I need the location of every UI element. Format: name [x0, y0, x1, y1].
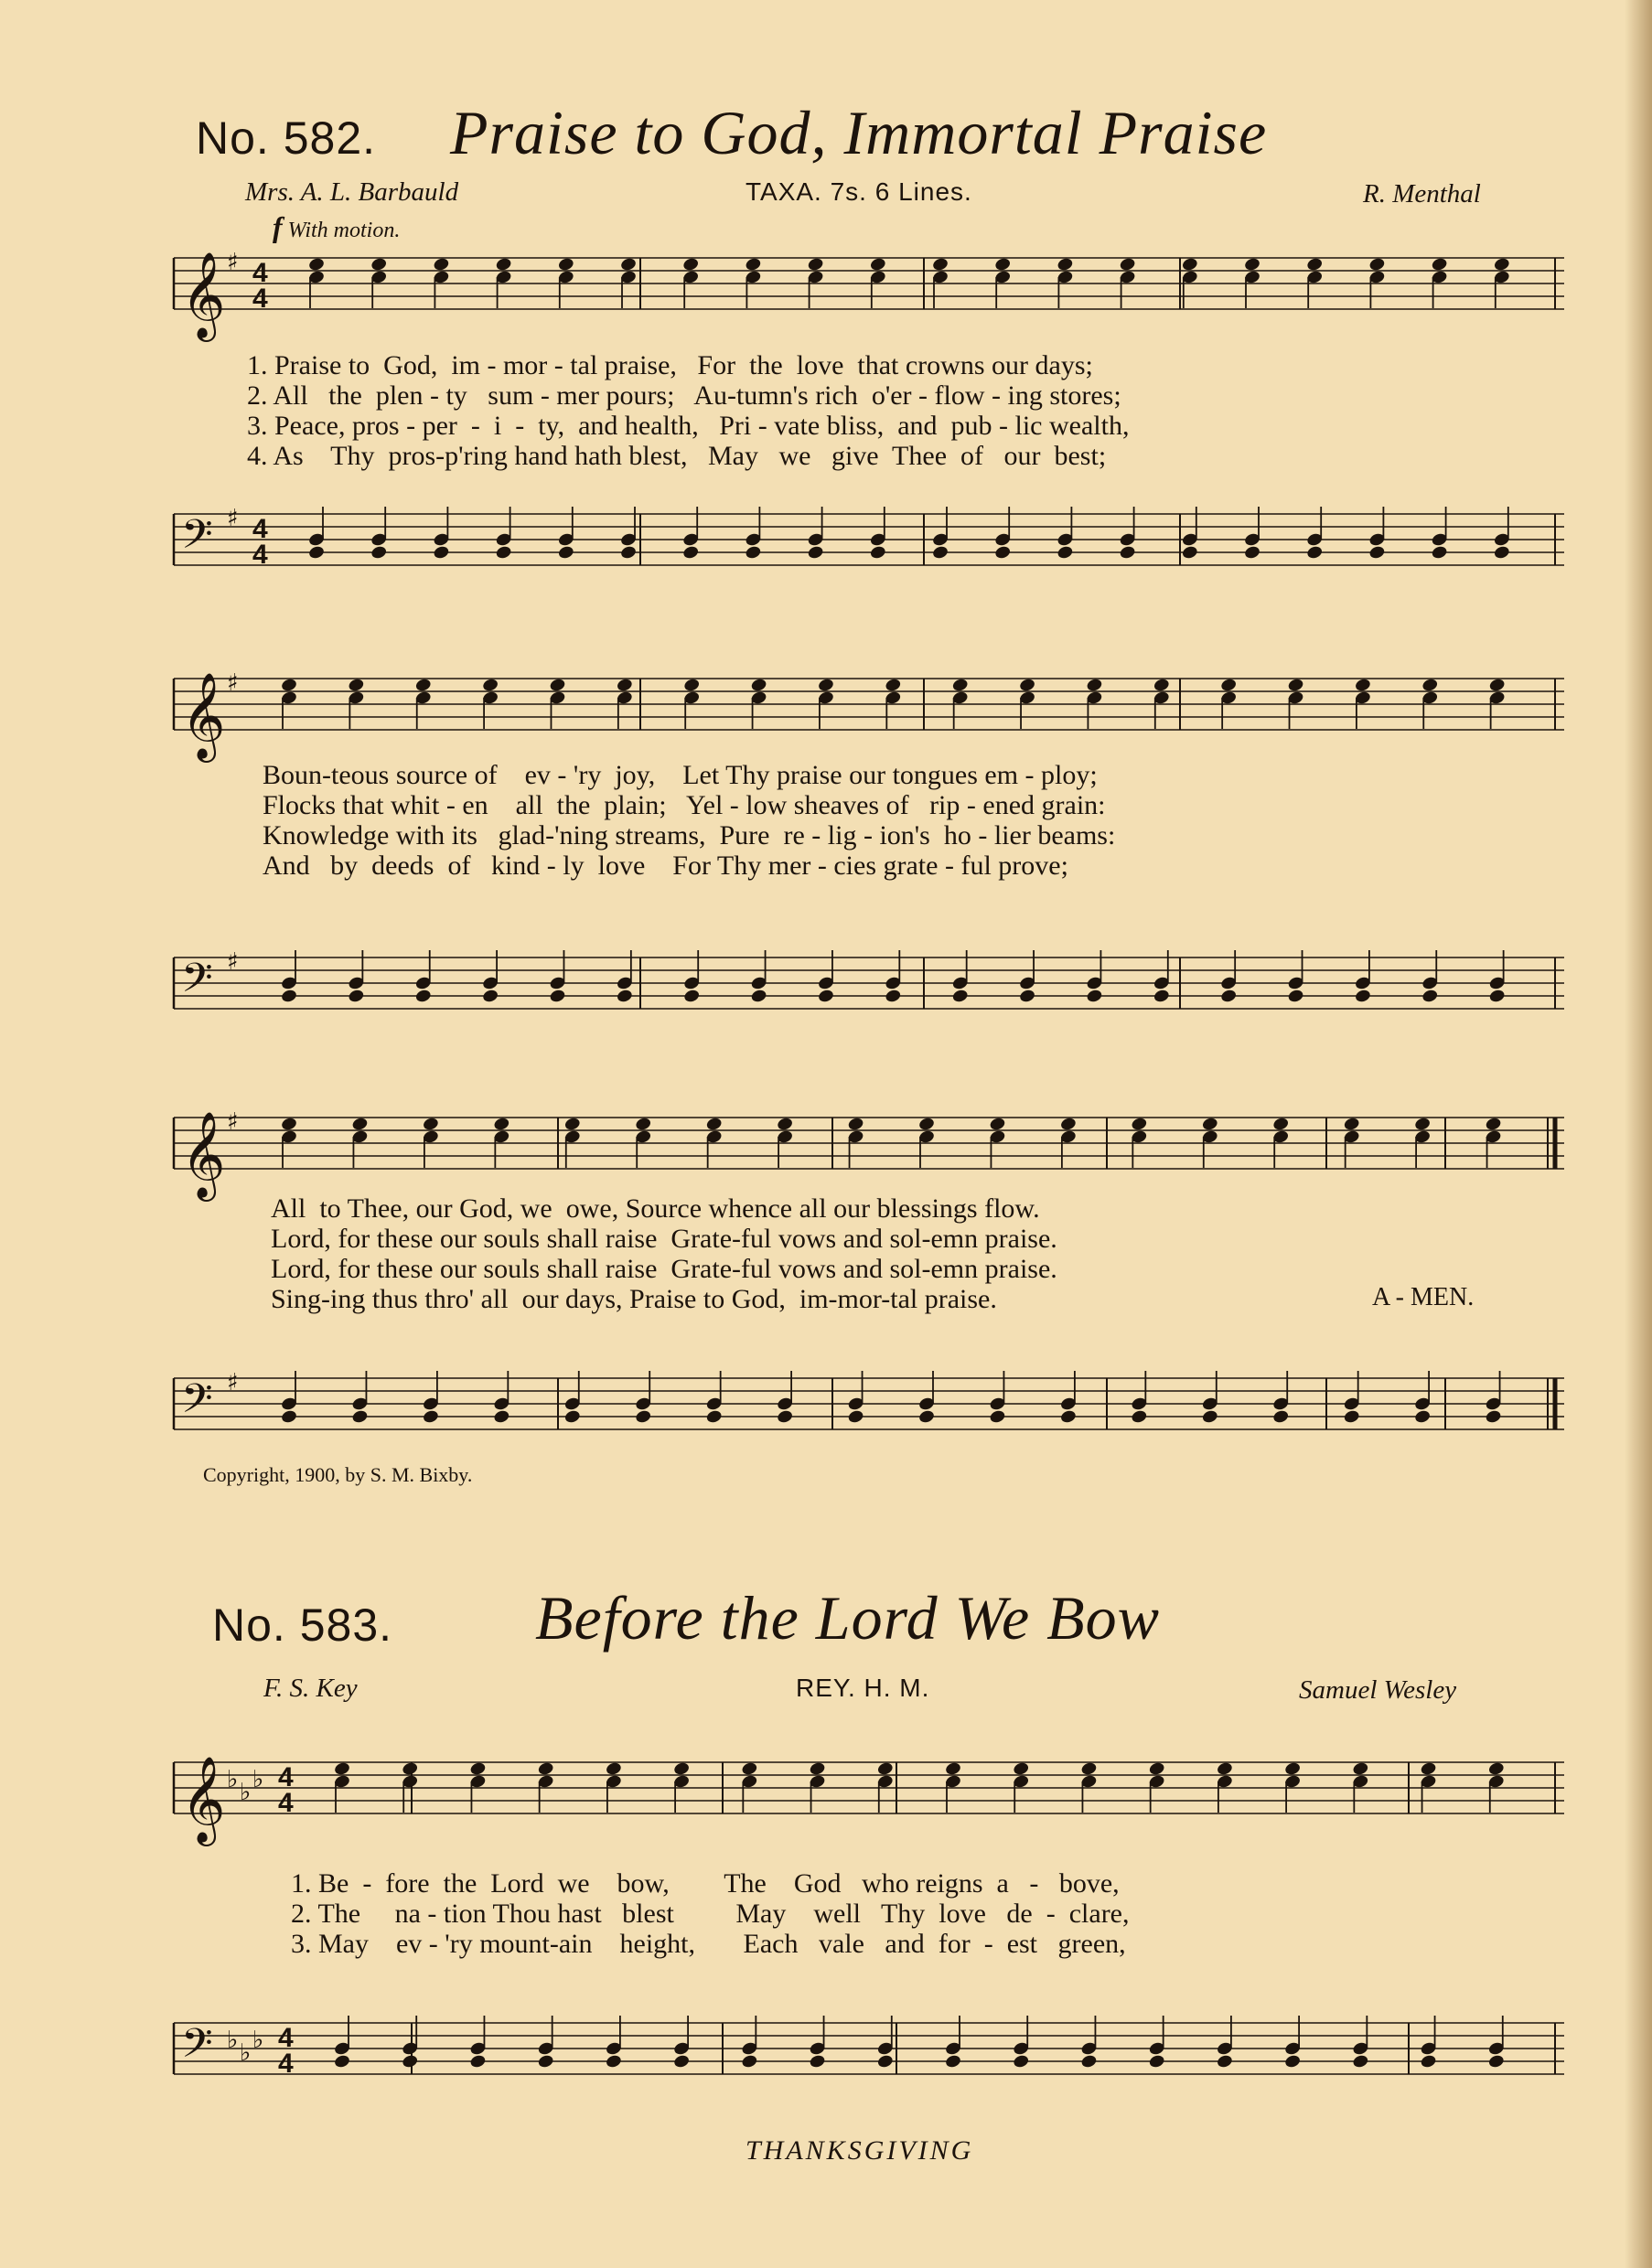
note-head	[1287, 989, 1304, 1004]
flat-icon: ♭	[240, 1779, 252, 1806]
note-head	[1306, 545, 1324, 561]
copyright-notice: Copyright, 1900, by S. M. Bixby.	[203, 1463, 473, 1486]
note-head	[1201, 1409, 1218, 1425]
time-signature-bottom: 4	[252, 540, 268, 570]
note-head	[469, 1761, 487, 1777]
lyrics-582-row3	[271, 1193, 1057, 1314]
note-head	[482, 678, 499, 693]
note-head	[351, 1117, 369, 1132]
note-head	[1488, 989, 1506, 1004]
note-head	[422, 1117, 439, 1132]
note-head	[635, 1409, 652, 1425]
lyric-line: And by deeds of kind - ly love For Thy mer - cies grate - ful prove;	[263, 850, 1068, 881]
note-head	[495, 257, 512, 273]
note-head	[1493, 545, 1510, 561]
direction-text: With motion.	[287, 219, 401, 242]
staff-583-system1-bass	[174, 2012, 1582, 2085]
note-head	[741, 1761, 758, 1777]
note-head	[482, 989, 499, 1004]
note-head	[493, 1117, 510, 1132]
sharp-icon: ♯	[227, 1369, 239, 1396]
note-head	[809, 2054, 826, 2070]
note-head	[1181, 545, 1198, 561]
note-head	[1368, 257, 1386, 273]
note-head	[1272, 1409, 1290, 1425]
note-head	[1119, 545, 1136, 561]
note-head	[989, 1409, 1006, 1425]
hymn-583-tune: REY. H. M.	[796, 1674, 930, 1702]
lyric-line: 3. Peace, pros - per - i - ty, and health, Pri - vate bliss, and pub - lic wealth,	[247, 411, 1130, 441]
note-head	[537, 2054, 554, 2070]
note-head	[493, 1409, 510, 1425]
note-head	[807, 257, 824, 273]
note-head	[1421, 678, 1439, 693]
note-head	[1431, 545, 1448, 561]
lyrics-582-row1	[247, 350, 1129, 471]
note-head	[1119, 257, 1136, 273]
time-signature-top: 4	[278, 2023, 294, 2053]
note-head	[1243, 545, 1260, 561]
note-head	[1414, 1117, 1432, 1132]
note-head	[1420, 1761, 1437, 1777]
note-head	[885, 989, 902, 1004]
note-head	[557, 257, 574, 273]
note-head	[414, 678, 432, 693]
sharp-icon: ♯	[227, 505, 239, 532]
note-head	[1354, 989, 1371, 1004]
flat-icon: ♭	[252, 1766, 264, 1793]
note-head	[333, 2054, 350, 2070]
note-head	[745, 257, 762, 273]
note-head	[280, 1409, 297, 1425]
bass-clef-icon: 𝄢	[181, 1375, 213, 1432]
bass-clef-icon: 𝄢	[181, 2019, 213, 2077]
treble-clef-icon: 𝄞	[181, 251, 226, 338]
hymn-582-author: Mrs. A. L. Barbauld	[245, 177, 459, 207]
note-head	[605, 1761, 622, 1777]
note-head	[869, 545, 886, 561]
note-head	[1306, 257, 1324, 273]
note-head	[683, 678, 701, 693]
note-head	[549, 989, 566, 1004]
note-head	[1414, 1409, 1432, 1425]
note-head	[1343, 1409, 1360, 1425]
note-head	[994, 257, 1012, 273]
note-head	[777, 1409, 794, 1425]
lyric-line: 3. May ev - 'ry mount-ain height, Each vale and for - est green,	[291, 1929, 1126, 1959]
note-head	[414, 989, 432, 1004]
time-signature-top: 4	[278, 1762, 294, 1792]
note-head	[635, 1117, 652, 1132]
note-head	[1431, 257, 1448, 273]
note-head	[1243, 257, 1260, 273]
note-head	[433, 257, 450, 273]
note-head	[847, 1117, 864, 1132]
note-head	[370, 257, 388, 273]
note-head	[333, 1761, 350, 1777]
note-head	[348, 678, 365, 693]
lyric-line: 1. Be - fore the Lord we bow, The God who reigns a - bove,	[291, 1868, 1120, 1899]
note-head	[1352, 2054, 1369, 2070]
sharp-icon: ♯	[227, 249, 239, 276]
note-head	[1057, 257, 1074, 273]
hymn-582-composer: R. Menthal	[1363, 179, 1481, 209]
note-head	[280, 1117, 297, 1132]
bass-clef-icon: 𝄢	[181, 954, 213, 1011]
hymn-583-title: Before the Lord We Bow	[535, 1583, 1161, 1653]
lyric-line: 2. All the plen - ty sum - mer pours; Au-tumn's rich o'er - flow - ing stores;	[247, 380, 1121, 411]
note-head	[1153, 989, 1170, 1004]
time-signature-bottom: 4	[278, 1788, 294, 1818]
note-head	[563, 1117, 581, 1132]
note-head	[1284, 2054, 1302, 2070]
note-head	[1018, 989, 1035, 1004]
note-head	[422, 1409, 439, 1425]
hymn-582-tune: TAXA. 7s. 6 Lines.	[746, 177, 972, 206]
tempo-direction	[273, 210, 400, 244]
treble-clef-icon: 𝄞	[181, 672, 226, 759]
treble-clef-icon: 𝄞	[181, 1111, 226, 1198]
note-head	[495, 545, 512, 561]
note-head	[402, 2054, 419, 2070]
note-head	[741, 2054, 758, 2070]
lyric-line: Knowledge with its glad-'ning streams, Pure re - lig - ion's ho - lier beams:	[263, 820, 1116, 850]
note-head	[777, 1117, 794, 1132]
lyric-line: Lord, for these our souls shall raise Grate-ful vows and sol-emn praise.	[271, 1254, 1057, 1284]
note-head	[1493, 257, 1510, 273]
note-head	[1220, 678, 1238, 693]
note-head	[1485, 1409, 1502, 1425]
lyric-line: 4. As Thy pros-p'ring hand hath blest, May we give Thee of our best;	[247, 441, 1107, 471]
note-head	[605, 2054, 622, 2070]
note-head	[1018, 678, 1035, 693]
hymn-582-number: No. 582.	[196, 112, 377, 164]
note-head	[809, 1761, 826, 1777]
note-head	[951, 678, 969, 693]
note-head	[750, 989, 767, 1004]
note-head	[994, 545, 1012, 561]
flat-icon: ♭	[227, 1766, 239, 1793]
note-head	[673, 1761, 691, 1777]
note-head	[549, 678, 566, 693]
note-head	[1487, 1761, 1505, 1777]
note-head	[1272, 1117, 1290, 1132]
note-head	[1216, 2054, 1233, 2070]
staff-582-system2-bass	[174, 947, 1582, 1020]
note-head	[750, 678, 767, 693]
note-head	[1057, 545, 1074, 561]
time-signature-top: 4	[252, 514, 268, 544]
note-head	[931, 257, 949, 273]
note-head	[307, 257, 325, 273]
note-head	[563, 1409, 581, 1425]
staff-582-system3-treble	[174, 1107, 1582, 1198]
note-head	[557, 545, 574, 561]
note-head	[280, 989, 297, 1004]
hymn-583-number: No. 583.	[212, 1599, 393, 1651]
sharp-icon: ♯	[227, 669, 239, 697]
note-head	[817, 989, 834, 1004]
note-head	[619, 257, 637, 273]
page-edge-shadow	[1625, 0, 1652, 2268]
lyric-line: Flocks that whit - en all the plain; Yel - low sheaves of rip - ened grain:	[263, 790, 1106, 820]
note-head	[917, 1409, 935, 1425]
note-head	[1487, 2054, 1505, 2070]
note-head	[683, 989, 701, 1004]
bass-clef-icon: 𝄢	[181, 510, 213, 568]
staff-582-system2-treble	[174, 668, 1582, 759]
note-head	[351, 1409, 369, 1425]
staff-583-system1-treble	[174, 1751, 1582, 1843]
note-head	[433, 545, 450, 561]
note-head	[348, 989, 365, 1004]
note-head	[807, 545, 824, 561]
sharp-icon: ♯	[227, 948, 239, 976]
hymn-582-title: Praise to God, Immortal Praise	[450, 98, 1268, 167]
note-head	[1287, 678, 1304, 693]
note-head	[705, 1117, 723, 1132]
sharp-icon: ♯	[227, 1108, 239, 1136]
note-head	[876, 1761, 894, 1777]
amen-text: A - MEN.	[1372, 1283, 1475, 1311]
note-head	[1059, 1117, 1077, 1132]
lyric-line: Sing-ing thus thro' all our days, Praise to God, im-mor-tal praise.	[271, 1284, 997, 1314]
section-footer: THANKSGIVING	[746, 2135, 974, 2166]
flat-icon: ♭	[252, 2027, 264, 2054]
note-head	[944, 1761, 961, 1777]
note-head	[1059, 1409, 1077, 1425]
staff-582-system1-bass	[174, 503, 1582, 576]
treble-clef-icon: 𝄞	[181, 1756, 226, 1843]
lyrics-582-row2	[263, 760, 1115, 881]
note-head	[682, 257, 700, 273]
note-head	[1216, 1761, 1233, 1777]
staff-582-system1-treble	[174, 247, 1582, 338]
note-head	[951, 989, 969, 1004]
hymn-583-composer: Samuel Wesley	[1299, 1675, 1457, 1705]
note-head	[1354, 678, 1371, 693]
note-head	[1013, 2054, 1030, 2070]
flat-icon: ♭	[240, 2039, 252, 2067]
note-head	[616, 678, 633, 693]
time-signature-top: 4	[252, 258, 268, 288]
note-head	[931, 545, 949, 561]
note-head	[1201, 1117, 1218, 1132]
note-head	[885, 678, 902, 693]
hymn-583-author: F. S. Key	[263, 1674, 358, 1703]
dynamic-mark: f	[273, 210, 283, 243]
note-head	[1131, 1409, 1148, 1425]
lyric-line: Lord, for these our souls shall raise Grate-ful vows and sol-emn praise.	[271, 1224, 1057, 1254]
note-head	[869, 257, 886, 273]
note-head	[745, 545, 762, 561]
note-head	[307, 545, 325, 561]
note-head	[1220, 989, 1238, 1004]
lyrics-583-row1	[291, 1868, 1130, 1959]
note-head	[1343, 1117, 1360, 1132]
note-head	[1485, 1117, 1502, 1132]
note-head	[1086, 989, 1103, 1004]
note-head	[370, 545, 388, 561]
lyric-line: All to Thee, our God, we owe, Source whence all our blessings flow.	[271, 1193, 1040, 1224]
note-head	[847, 1409, 864, 1425]
staff-582-system3-bass	[174, 1367, 1582, 1440]
lyric-line: 1. Praise to God, im - mor - tal praise, For the love that crowns our days;	[247, 350, 1093, 380]
note-head	[1013, 1761, 1030, 1777]
note-head	[469, 2054, 487, 2070]
note-head	[1488, 678, 1506, 693]
note-head	[682, 545, 700, 561]
note-head	[1153, 678, 1170, 693]
note-head	[402, 1761, 419, 1777]
note-head	[989, 1117, 1006, 1132]
note-head	[1421, 989, 1439, 1004]
note-head	[1368, 545, 1386, 561]
note-head	[1148, 1761, 1165, 1777]
lyric-line: Boun-teous source of ev - 'ry joy, Let Thy praise our tongues em - ploy;	[263, 760, 1098, 790]
time-signature-bottom: 4	[252, 284, 268, 314]
note-head	[619, 545, 637, 561]
note-head	[673, 2054, 691, 2070]
note-head	[817, 678, 834, 693]
flat-icon: ♭	[227, 2027, 239, 2054]
note-head	[1352, 1761, 1369, 1777]
note-head	[280, 678, 297, 693]
note-head	[616, 989, 633, 1004]
note-head	[1080, 1761, 1098, 1777]
note-head	[917, 1117, 935, 1132]
time-signature-bottom: 4	[278, 2049, 294, 2079]
note-head	[1131, 1117, 1148, 1132]
note-head	[876, 2054, 894, 2070]
note-head	[1420, 2054, 1437, 2070]
note-head	[944, 2054, 961, 2070]
note-head	[705, 1409, 723, 1425]
note-head	[537, 1761, 554, 1777]
note-head	[1080, 2054, 1098, 2070]
lyric-line: 2. The na - tion Thou hast blest May well Thy love de - clare,	[291, 1899, 1130, 1929]
note-head	[1148, 2054, 1165, 2070]
note-head	[1284, 1761, 1302, 1777]
note-head	[1181, 257, 1198, 273]
note-head	[1086, 678, 1103, 693]
